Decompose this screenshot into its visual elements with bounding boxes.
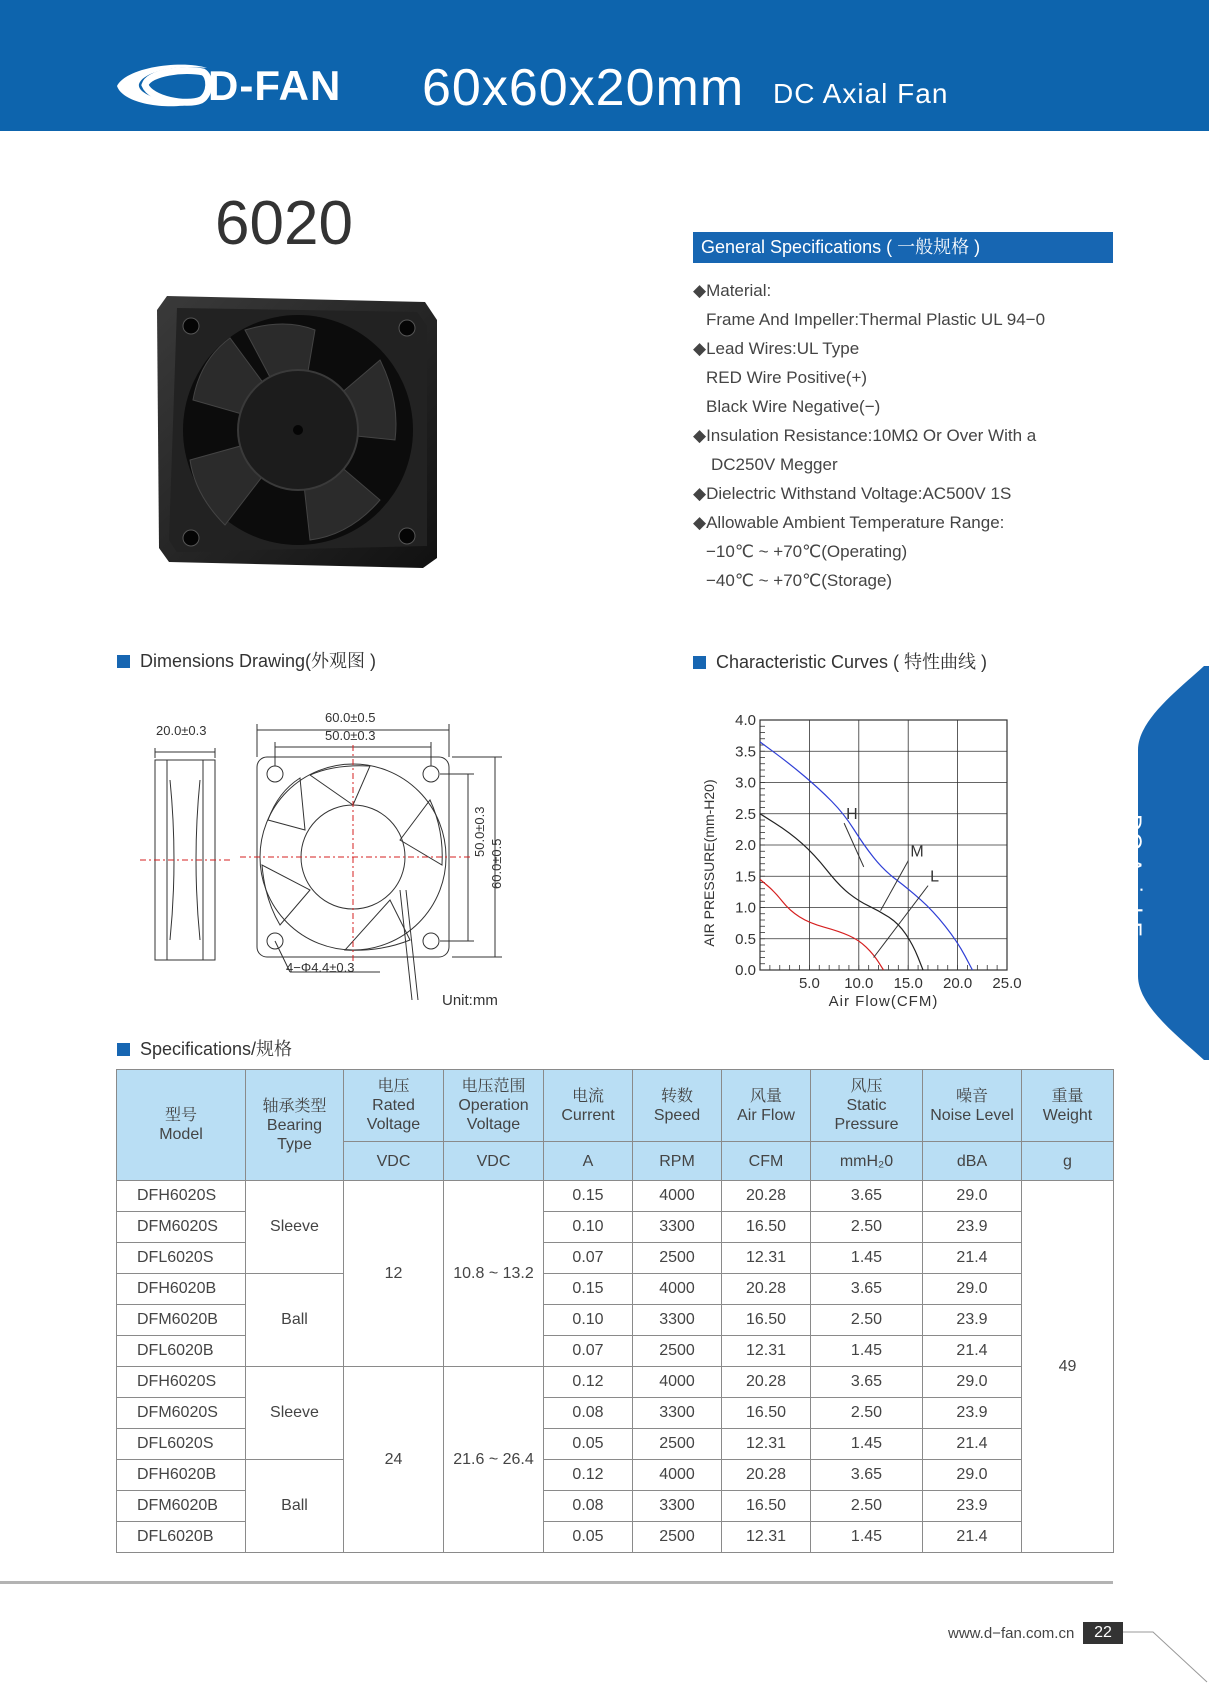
speed-cell: 2500 bbox=[633, 1522, 722, 1553]
model-cell: DFL6020B bbox=[117, 1336, 246, 1367]
header-operation-voltage: 电压范围 Operation Voltage bbox=[444, 1070, 544, 1142]
y-tick-label: 1.0 bbox=[735, 899, 756, 917]
fan-product-image bbox=[155, 290, 445, 570]
holes-dimension: 4−Φ4.4±0.3 bbox=[286, 960, 355, 975]
specs-heading: Specifications/规格 bbox=[117, 1035, 292, 1061]
page-title: 60x60x20mm bbox=[422, 59, 745, 117]
header-bearing: 轴承类型 Bearing Type bbox=[246, 1070, 344, 1181]
width-holes-dimension: 50.0±0.3 bbox=[325, 728, 376, 743]
table-row bbox=[117, 1460, 1114, 1491]
noise-cell: 23.9 bbox=[923, 1305, 1022, 1336]
noise-cell: 21.4 bbox=[923, 1522, 1022, 1553]
width-total-dimension: 60.0±0.5 bbox=[325, 710, 376, 725]
airflow-cell: 20.28 bbox=[722, 1367, 811, 1398]
speed-cell: 4000 bbox=[633, 1367, 722, 1398]
noise-cell: 29.0 bbox=[923, 1460, 1022, 1491]
unit-cell: VDC bbox=[444, 1142, 544, 1181]
unit-cell: mmH₂0 bbox=[811, 1142, 923, 1181]
model-cell: DFM6020S bbox=[117, 1398, 246, 1429]
series-leader-l bbox=[874, 886, 928, 958]
spec-line: DC250V Megger bbox=[711, 455, 838, 474]
unit-cell: VDC bbox=[344, 1142, 444, 1181]
curves-heading: Characteristic Curves ( 特性曲线 ) bbox=[693, 648, 987, 674]
y-tick-label: 1.5 bbox=[735, 868, 756, 886]
airflow-cell: 16.50 bbox=[722, 1212, 811, 1243]
series-line-l bbox=[760, 879, 884, 970]
unit-cell: dBA bbox=[923, 1142, 1022, 1181]
current-cell: 0.07 bbox=[544, 1243, 633, 1274]
current-cell: 0.10 bbox=[544, 1212, 633, 1243]
x-tick-label: 10.0 bbox=[844, 975, 874, 992]
spec-line: ◆Lead Wires:UL Type bbox=[693, 339, 860, 358]
y-tick-label: 3.0 bbox=[735, 774, 756, 792]
speed-cell: 2500 bbox=[633, 1243, 722, 1274]
spec-line: RED Wire Positive(+) bbox=[706, 368, 868, 387]
pressure-cell: 1.45 bbox=[811, 1243, 923, 1274]
header-speed: 转数 Speed bbox=[633, 1070, 722, 1142]
header-weight: 重量 Weight bbox=[1022, 1070, 1114, 1142]
header-rated-voltage: 电压 Rated Voltage bbox=[344, 1070, 444, 1142]
model-cell: DFH6020B bbox=[117, 1460, 246, 1491]
noise-cell: 21.4 bbox=[923, 1429, 1022, 1460]
noise-cell: 29.0 bbox=[923, 1367, 1022, 1398]
dimensions-heading: Dimensions Drawing(外观图 ) bbox=[117, 647, 376, 673]
airflow-cell: 20.28 bbox=[722, 1460, 811, 1491]
speed-cell: 3300 bbox=[633, 1305, 722, 1336]
y-tick-label: 0.0 bbox=[735, 962, 756, 979]
current-cell: 0.07 bbox=[544, 1336, 633, 1367]
header-model: 型号 Model bbox=[117, 1070, 246, 1181]
current-cell: 0.05 bbox=[544, 1429, 633, 1460]
model-title: 6020 bbox=[215, 189, 353, 258]
series-line-h bbox=[760, 742, 972, 970]
spec-line: ◆Insulation Resistance:10MΩ Or Over With a bbox=[693, 426, 1037, 445]
side-tab-shape bbox=[1138, 666, 1209, 1060]
table-row bbox=[117, 1181, 1114, 1212]
current-cell: 0.08 bbox=[544, 1491, 633, 1522]
header-airflow: 风量 Air Flow bbox=[722, 1070, 811, 1142]
pressure-cell: 1.45 bbox=[811, 1336, 923, 1367]
model-cell: DFH6020S bbox=[117, 1367, 246, 1398]
speed-cell: 2500 bbox=[633, 1429, 722, 1460]
airflow-cell: 16.50 bbox=[722, 1398, 811, 1429]
model-cell: DFL6020B bbox=[117, 1522, 246, 1553]
noise-cell: 29.0 bbox=[923, 1274, 1022, 1305]
speed-cell: 4000 bbox=[633, 1274, 722, 1305]
current-cell: 0.12 bbox=[544, 1460, 633, 1491]
spec-line: ◆Dielectric Withstand Voltage:AC500V 1S bbox=[693, 484, 1012, 503]
y-tick-label: 2.5 bbox=[735, 805, 756, 823]
speed-cell: 4000 bbox=[633, 1460, 722, 1491]
pressure-cell: 3.65 bbox=[811, 1460, 923, 1491]
series-label-l: L bbox=[930, 868, 939, 886]
spec-line: Black Wire Negative(−) bbox=[706, 397, 881, 416]
characteristic-curve-chart bbox=[690, 700, 1040, 1020]
table-row bbox=[117, 1367, 1114, 1398]
current-cell: 0.15 bbox=[544, 1274, 633, 1305]
pressure-cell: 3.65 bbox=[811, 1181, 923, 1212]
height-holes-dimension: 50.0±0.3 bbox=[472, 806, 487, 857]
pressure-cell: 2.50 bbox=[811, 1305, 923, 1336]
spec-line: ◆Material: bbox=[693, 281, 772, 300]
current-cell: 0.05 bbox=[544, 1522, 633, 1553]
x-tick-label: 5.0 bbox=[798, 975, 820, 992]
speed-cell: 4000 bbox=[633, 1181, 722, 1212]
model-cell: DFM6020B bbox=[117, 1305, 246, 1336]
unit-cell: g bbox=[1022, 1142, 1114, 1181]
airflow-cell: 12.31 bbox=[722, 1336, 811, 1367]
x-tick-label: 15.0 bbox=[893, 975, 923, 992]
speed-cell: 2500 bbox=[633, 1336, 722, 1367]
spec-line: ◆Allowable Ambient Temperature Range: bbox=[693, 513, 1005, 532]
unit-cell: A bbox=[544, 1142, 633, 1181]
model-cell: DFM6020B bbox=[117, 1491, 246, 1522]
header-pressure: 风压 Static Pressure bbox=[811, 1070, 923, 1142]
pressure-cell: 1.45 bbox=[811, 1522, 923, 1553]
rated-voltage-cell: 12 bbox=[344, 1181, 444, 1367]
pressure-cell: 3.65 bbox=[811, 1367, 923, 1398]
model-cell: DFL6020S bbox=[117, 1429, 246, 1460]
series-label-m: M bbox=[910, 843, 924, 861]
airflow-cell: 20.28 bbox=[722, 1181, 811, 1212]
speed-cell: 3300 bbox=[633, 1491, 722, 1522]
airflow-cell: 12.31 bbox=[722, 1243, 811, 1274]
header-current: 电流 Current bbox=[544, 1070, 633, 1142]
unit-cell: RPM bbox=[633, 1142, 722, 1181]
noise-cell: 21.4 bbox=[923, 1243, 1022, 1274]
pressure-cell: 1.45 bbox=[811, 1429, 923, 1460]
voltage-range-cell: 21.6 ~ 26.4 bbox=[444, 1367, 544, 1553]
y-tick-label: 3.5 bbox=[735, 743, 756, 761]
current-cell: 0.15 bbox=[544, 1181, 633, 1212]
current-cell: 0.10 bbox=[544, 1305, 633, 1336]
footer-url: www.d−fan.com.cn bbox=[948, 1625, 1075, 1642]
header-noise: 噪音 Noise Level bbox=[923, 1070, 1022, 1142]
airflow-cell: 16.50 bbox=[722, 1305, 811, 1336]
x-tick-label: 20.0 bbox=[942, 975, 973, 992]
noise-cell: 23.9 bbox=[923, 1398, 1022, 1429]
y-tick-label: 2.0 bbox=[735, 837, 756, 854]
spec-line: −10℃ ~ +70℃(Operating) bbox=[706, 542, 908, 561]
section-square-icon bbox=[117, 1043, 130, 1056]
pressure-cell: 3.65 bbox=[811, 1274, 923, 1305]
bearing-cell: Sleeve bbox=[246, 1367, 344, 1460]
airflow-cell: 16.50 bbox=[722, 1491, 811, 1522]
pressure-cell: 2.50 bbox=[811, 1398, 923, 1429]
airflow-cell: 12.31 bbox=[722, 1429, 811, 1460]
bearing-cell: Ball bbox=[246, 1274, 344, 1367]
noise-cell: 23.9 bbox=[923, 1212, 1022, 1243]
height-total-dimension: 60.0±0.5 bbox=[489, 838, 504, 889]
logo-text: D-FAN bbox=[208, 62, 342, 109]
section-square-icon bbox=[693, 656, 706, 669]
pressure-cell: 2.50 bbox=[811, 1212, 923, 1243]
page-subtitle: DC Axial Fan bbox=[773, 78, 949, 109]
spec-line: Frame And Impeller:Thermal Plastic UL 94−0 bbox=[706, 310, 1046, 329]
speed-cell: 3300 bbox=[633, 1398, 722, 1429]
noise-cell: 23.9 bbox=[923, 1491, 1022, 1522]
y-tick-label: 0.5 bbox=[735, 930, 756, 948]
depth-dimension: 20.0±0.3 bbox=[156, 723, 207, 738]
airflow-cell: 20.28 bbox=[722, 1274, 811, 1305]
x-axis-label: Air Flow(CFM) bbox=[828, 993, 939, 1010]
bearing-cell: Ball bbox=[246, 1460, 344, 1553]
side-tab-label: DC Axial Fan bbox=[1119, 813, 1146, 967]
spec-table bbox=[116, 1069, 1114, 1553]
airflow-cell: 12.31 bbox=[722, 1522, 811, 1553]
series-label-h: H bbox=[846, 806, 858, 824]
noise-cell: 29.0 bbox=[923, 1181, 1022, 1212]
general-specs-heading: General Specifications ( 一般规格 ) bbox=[693, 232, 1113, 263]
model-cell: DFH6020B bbox=[117, 1274, 246, 1305]
spec-line: −40℃ ~ +70℃(Storage) bbox=[706, 571, 893, 590]
page-number: 22 bbox=[1083, 1622, 1123, 1644]
table-row bbox=[117, 1274, 1114, 1305]
speed-cell: 3300 bbox=[633, 1212, 722, 1243]
noise-cell: 21.4 bbox=[923, 1336, 1022, 1367]
footer-corner-lines bbox=[1123, 1626, 1209, 1684]
current-cell: 0.12 bbox=[544, 1367, 633, 1398]
bearing-cell: Sleeve bbox=[246, 1181, 344, 1274]
model-cell: DFH6020S bbox=[117, 1181, 246, 1212]
pressure-cell: 2.50 bbox=[811, 1491, 923, 1522]
unit-label: Unit:mm bbox=[442, 992, 498, 1009]
footer-divider bbox=[0, 1581, 1113, 1584]
section-square-icon bbox=[117, 655, 130, 668]
y-tick-label: 4.0 bbox=[735, 712, 756, 729]
x-tick-label: 25.0 bbox=[992, 975, 1022, 992]
model-cell: DFM6020S bbox=[117, 1212, 246, 1243]
model-cell: DFL6020S bbox=[117, 1243, 246, 1274]
unit-cell: CFM bbox=[722, 1142, 811, 1181]
voltage-range-cell: 10.8 ~ 13.2 bbox=[444, 1181, 544, 1367]
weight-cell: 49 bbox=[1022, 1181, 1114, 1553]
y-axis-label: AIR PRESSURE(mm-H20) bbox=[701, 779, 717, 947]
rated-voltage-cell: 24 bbox=[344, 1367, 444, 1553]
current-cell: 0.08 bbox=[544, 1398, 633, 1429]
series-line-m bbox=[760, 814, 923, 970]
